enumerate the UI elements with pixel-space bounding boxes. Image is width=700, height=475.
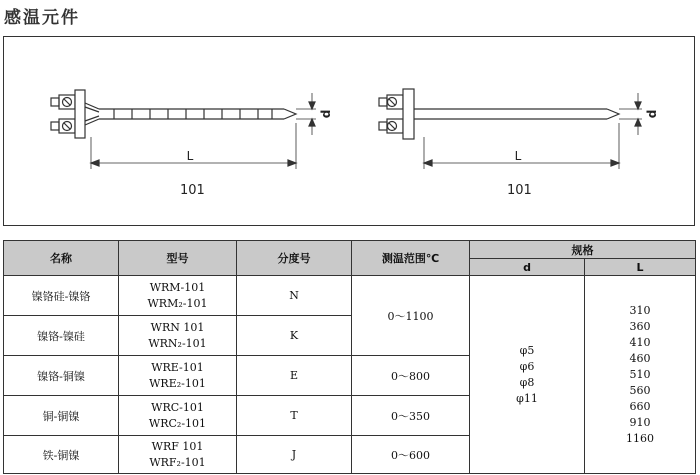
cell-name: 镍铬硅-镍铬: [4, 276, 119, 316]
L-value: 360: [629, 319, 651, 333]
model-secondary: WRF₂-101: [149, 455, 206, 469]
model-secondary: WRC₂-101: [148, 416, 207, 430]
cell-graduation: T: [237, 396, 352, 436]
cell-model: [119, 356, 237, 396]
cell-range: 0～1100: [352, 276, 470, 356]
header-L: L: [585, 259, 696, 276]
model-primary: WRM-101: [149, 280, 206, 294]
cell-model: [119, 276, 237, 316]
cell-name: 铜-铜镍: [4, 396, 119, 436]
header-range: 测温范围℃: [352, 241, 470, 276]
cell-L-values: [585, 276, 696, 474]
L-value: 410: [629, 335, 651, 349]
L-value: 560: [629, 383, 651, 397]
cell-graduation: J: [237, 436, 352, 474]
model-primary: WRC-101: [151, 400, 204, 414]
header-spec: 规格: [470, 241, 696, 259]
model-secondary: WRN₂-101: [148, 336, 207, 350]
cell-model: [119, 396, 237, 436]
table-row: [4, 276, 696, 316]
cell-range: 0～600: [352, 436, 470, 474]
d-value: φ8: [519, 375, 535, 389]
L-value: 1160: [626, 431, 654, 445]
L-value: 510: [629, 367, 651, 381]
header-graduation: 分度号: [237, 241, 352, 276]
cell-model: [119, 316, 237, 356]
cell-graduation: E: [237, 356, 352, 396]
spec-table: [3, 240, 696, 474]
model-primary: WRE-101: [151, 360, 204, 374]
thermocouple-drawings: [4, 37, 696, 227]
right-diameter-label: d: [645, 109, 659, 119]
L-value: 460: [629, 351, 651, 365]
header-name: 名称: [4, 241, 119, 276]
right-model-caption: 101: [507, 183, 532, 198]
cell-graduation: K: [237, 316, 352, 356]
cell-name: 镍铬-铜镍: [4, 356, 119, 396]
model-secondary: WRM₂-101: [147, 296, 208, 310]
page-title: 感温元件: [4, 8, 80, 28]
cell-graduation: N: [237, 276, 352, 316]
left-thermocouple-drawing: [51, 90, 316, 169]
d-value: φ6: [519, 359, 535, 373]
left-diameter-label: d: [319, 109, 333, 119]
model-primary: WRF 101: [151, 439, 204, 453]
L-value: 910: [629, 415, 651, 429]
right-thermocouple-drawing: [379, 89, 642, 169]
d-value: φ11: [516, 391, 538, 405]
left-length-label: L: [186, 149, 194, 163]
cell-name: 铁-铜镍: [4, 436, 119, 474]
left-model-caption: 101: [180, 183, 205, 198]
header-model: 型号: [119, 241, 237, 276]
header-d: d: [470, 259, 585, 276]
cell-range: 0～800: [352, 356, 470, 396]
cell-d-values: [470, 276, 585, 474]
cell-name: 镍铬-镍硅: [4, 316, 119, 356]
model-secondary: WRE₂-101: [149, 376, 206, 390]
model-primary: WRN 101: [150, 320, 205, 334]
L-value: 310: [629, 303, 651, 317]
cell-model: [119, 436, 237, 474]
cell-range: 0～350: [352, 396, 470, 436]
L-value: 660: [629, 399, 651, 413]
diagram-panel: [3, 36, 695, 226]
right-length-label: L: [514, 149, 522, 163]
d-value: φ5: [519, 343, 535, 357]
